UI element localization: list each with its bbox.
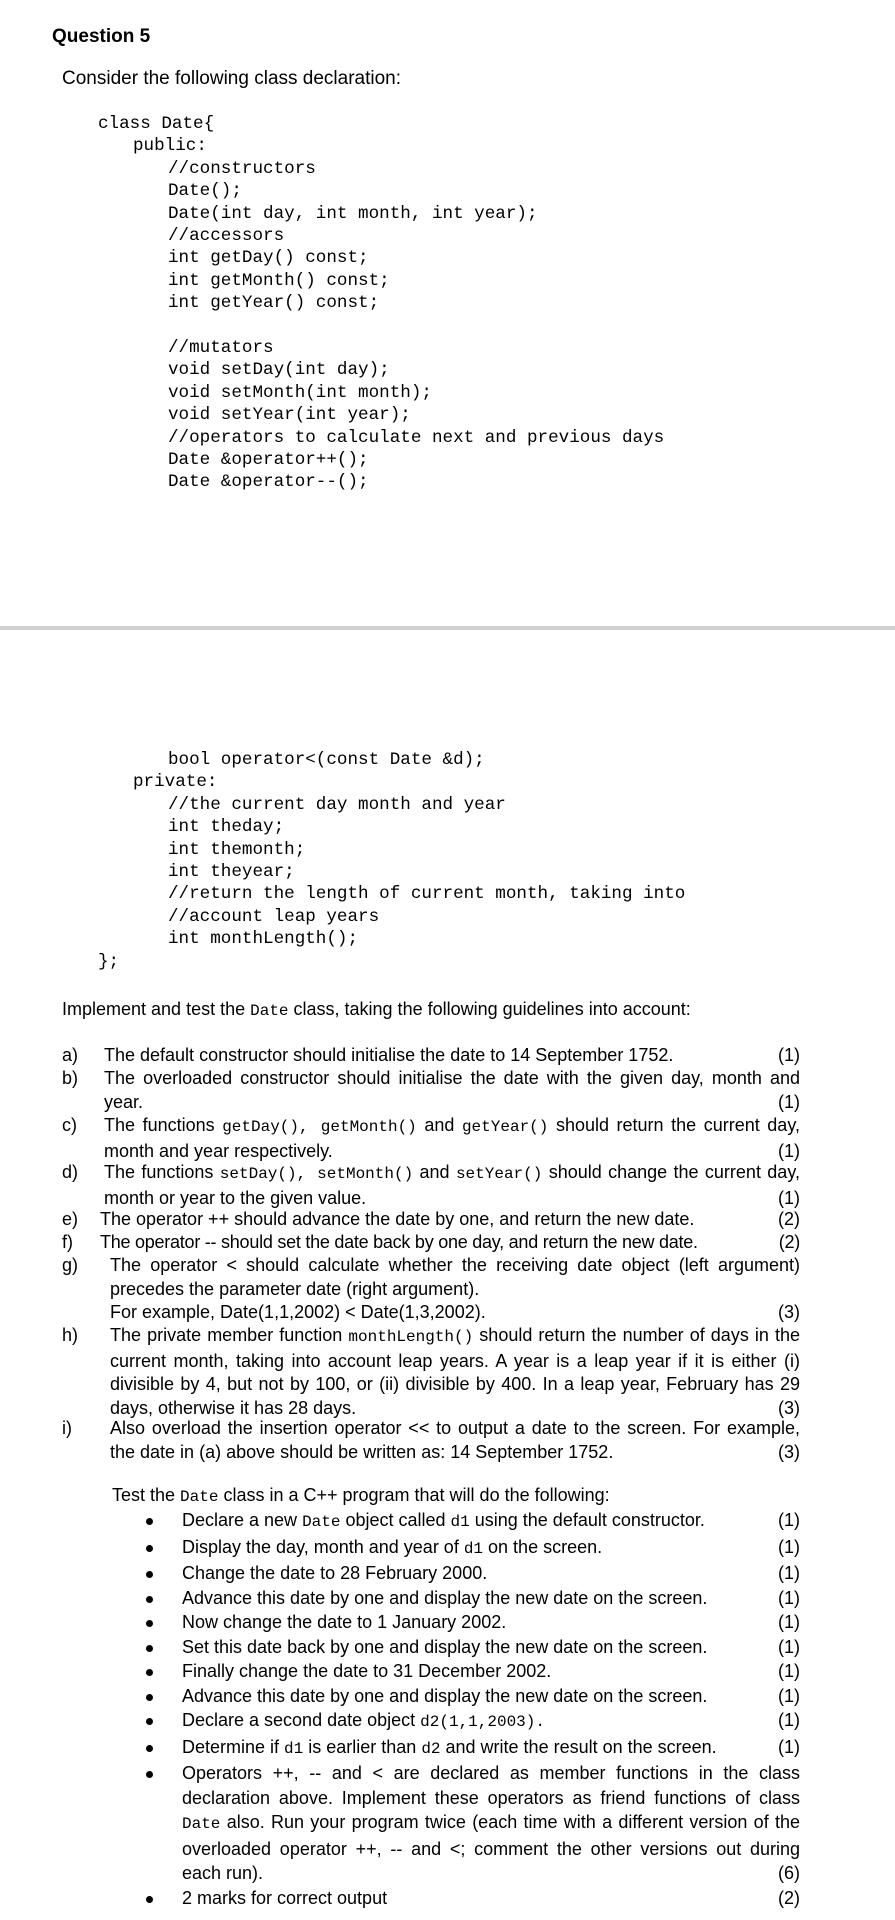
bullet-icon — [146, 1545, 153, 1552]
code-line: }; — [98, 951, 120, 972]
bullet-icon — [146, 1669, 153, 1676]
marks: (2) — [778, 1209, 800, 1229]
marks: (1) — [778, 1736, 800, 1757]
guideline-g: g) The operator < should calculate whether the receiving date object (left argument) precedes the parameter date (right argument). For example, Date(1,1,2002) < Date(1,3,2002). (3) — [62, 1254, 800, 1325]
list-item: Now change the date to 1 January 2002. (1) — [112, 1610, 800, 1635]
code-line: Date &operator--(); — [168, 472, 369, 493]
list-item: Declare a second date object d2(1,1,2003). (1) — [112, 1708, 800, 1735]
marks: (1) — [778, 1636, 800, 1657]
list-item: Display the day, month and year of d1 on the screen. (1) — [112, 1535, 800, 1562]
guideline-i: i) Also overload the insertion operator << to output a date to the screen. For example, the date in (a) above should be written as: 14 September 1752. (3) — [62, 1417, 800, 1464]
code-line: public: — [133, 136, 207, 157]
guideline-b: b) The overloaded constructor should initialise the date with the given day, month and year. (1) — [62, 1067, 800, 1114]
marks: (1) — [778, 1536, 800, 1557]
marks: (6) — [778, 1863, 800, 1883]
code-line: void setDay(int day); — [168, 360, 390, 381]
list-item: Determine if d1 is earlier than d2 and write the result on the screen. (1) — [112, 1735, 800, 1762]
intro-text: Consider the following class declaration: — [62, 68, 402, 89]
marks: (2) — [778, 1232, 800, 1252]
marks: (1) — [778, 1563, 800, 1583]
marks: (1) — [778, 1612, 800, 1632]
question-heading: Question 5 — [52, 26, 151, 47]
list-item: Change the date to 28 February 2000. (1) — [112, 1561, 800, 1586]
marks: (1) — [778, 1587, 800, 1608]
list-item: Advance this date by one and display the new date on the screen. (1) — [112, 1586, 800, 1611]
marks: (1) — [778, 1661, 800, 1681]
code-line: Date(int day, int month, int year); — [168, 203, 538, 224]
page-divider — [0, 626, 895, 630]
bullet-icon — [146, 1694, 153, 1701]
code-line: int themonth; — [168, 839, 306, 860]
marks: (1) — [778, 1091, 800, 1112]
code-line: //return the length of current month, taking into — [168, 884, 686, 905]
guideline-h: h) The private member function monthLength() should return the number of days in the current month, taking into account leap years. A year is a leap year if it is either (i) divisible by 4, but not by 100, or (ii) divisible by 400. In a leap year, February has 29 days, otherwise it has 28 days. (3) — [62, 1324, 800, 1420]
guideline-a: a) The default constructor should initialise the date to 14 September 1752. (1) — [62, 1044, 800, 1068]
list-item: Set this date back by one and display the new date on the screen. (1) — [112, 1635, 800, 1660]
marks: (1) — [778, 1510, 800, 1530]
code-line: int theyear; — [168, 862, 295, 883]
bullet-icon — [146, 1718, 153, 1725]
code-line: bool operator<(const Date &d); — [168, 750, 485, 770]
marks: (1) — [778, 1685, 800, 1706]
code-block-top — [98, 113, 664, 494]
code-line: //account leap years — [168, 906, 380, 927]
list-item: Operators ++, -- and < are declared as member functions in the class declaration above. Implement these operators as friend functions of class Date also. Run your program twice (each time with a different version of the overloaded operator ++, -- and <; comment the other versions out during each run). (6) — [112, 1761, 800, 1886]
marks: (1) — [778, 1710, 800, 1730]
code-line: int getMonth() const; — [168, 270, 390, 291]
code-line: int getYear() const; — [168, 293, 380, 314]
bullet-icon — [146, 1571, 153, 1578]
code-line: private: — [133, 772, 218, 793]
code-block-bottom — [98, 749, 685, 973]
bullet-icon — [146, 1518, 153, 1525]
code-line: Date &operator++(); — [168, 450, 369, 471]
guideline-c: c) The functions getDay(), getMonth() and getYear() should return the current day, month and year respectively. (1) — [62, 1114, 800, 1163]
code-line: int monthLength(); — [168, 929, 359, 950]
guideline-f: f) The operator -- should set the date back by one day, and return the new date. (2) — [62, 1231, 800, 1255]
list-item: Advance this date by one and display the new date on the screen. (1) — [112, 1684, 800, 1709]
marks: (3) — [778, 1397, 800, 1418]
code-line — [98, 315, 664, 337]
test-steps-list — [112, 1508, 800, 1910]
code-line: void setMonth(int month); — [168, 382, 432, 403]
code-line: //operators to calculate next and previous days — [168, 427, 665, 448]
test-instruction: Test the Date class in a C++ program that will do the following: — [112, 1485, 610, 1506]
code-line: int getDay() const; — [168, 248, 369, 269]
code-line: Date(); — [168, 181, 242, 202]
code-line: //constructors — [168, 158, 316, 179]
guideline-e: e) The operator ++ should advance the date by one, and return the new date. (2) — [62, 1208, 800, 1232]
implement-instruction: Implement and test the Date class, taking the following guidelines into account: — [62, 999, 691, 1020]
code-line: class Date{ — [98, 114, 215, 134]
marks: (1) — [778, 1140, 800, 1161]
code-line: //the current day month and year — [168, 794, 506, 815]
bullet-icon — [146, 1645, 153, 1652]
marks: (1) — [778, 1187, 800, 1208]
marks: (2) — [778, 1887, 800, 1908]
marks: (3) — [778, 1441, 800, 1462]
bullet-icon — [146, 1745, 153, 1752]
bullet-icon — [146, 1596, 153, 1603]
code-line: //mutators — [168, 338, 274, 359]
code-line: //accessors — [168, 226, 285, 247]
bullet-icon — [146, 1620, 153, 1627]
marks: (1) — [778, 1045, 800, 1065]
list-item: 2 marks for correct output (2) — [112, 1886, 800, 1911]
guideline-d: d) The functions setDay(), setMonth() and setYear() should change the current day, month or year to the given value. (1) — [62, 1161, 800, 1210]
bullet-icon — [146, 1896, 153, 1903]
marks: (3) — [778, 1302, 800, 1322]
list-item: Declare a new Date object called d1 using the default constructor. (1) — [112, 1508, 800, 1535]
code-line: int theday; — [168, 817, 285, 838]
bullet-icon — [146, 1771, 153, 1778]
list-item: Finally change the date to 31 December 2002. (1) — [112, 1659, 800, 1684]
code-line: void setYear(int year); — [168, 405, 411, 426]
